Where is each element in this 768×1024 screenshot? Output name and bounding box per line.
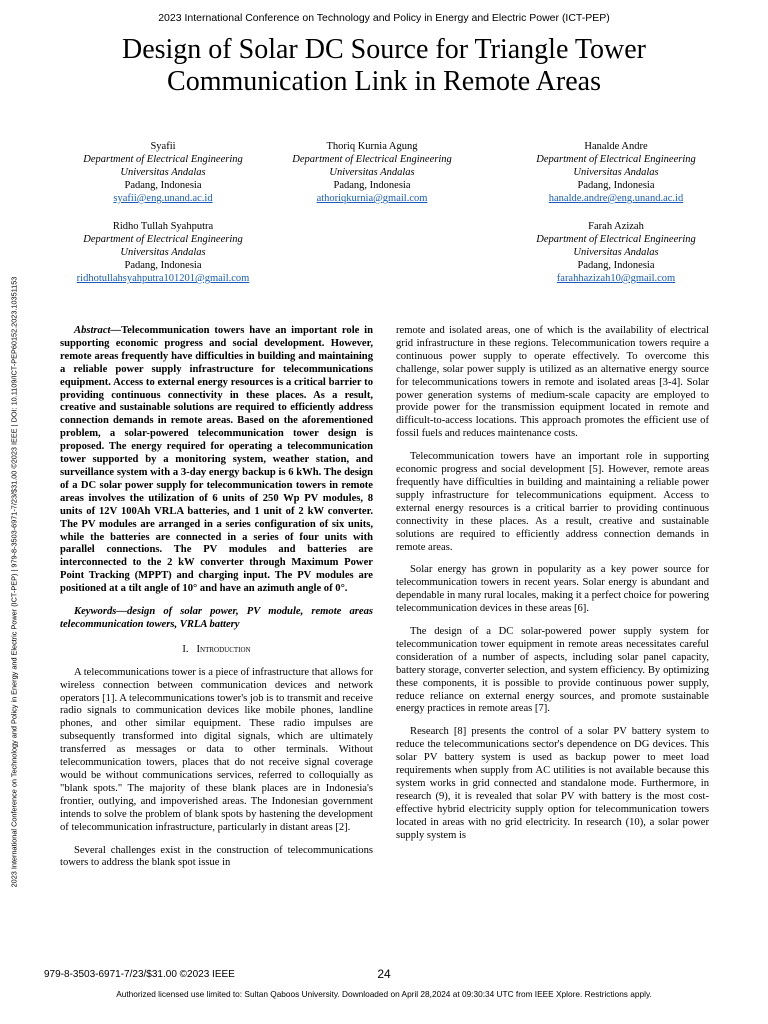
author-dept: Department of Electrical Engineering: [83, 154, 243, 165]
doi-sidebar-text: 2023 International Conference on Technology and Policy in Energy and Electric Power (ICT-PEP) | 979-8-3503-6971-7/23/$31.00 ©2023 IEEE | DOI: 10.1109/ICT-PEP60152.2023.10351153: [9, 276, 19, 888]
author-univ: Universitas Andalas: [573, 167, 659, 178]
author-name: Farah Azizah: [588, 221, 644, 232]
license-notice: Authorized licensed use limited to: Sultan Qaboos University. Downloaded on April 28,2024 at 09:30:34 UTC from IEEE Xplore. Restrictions apply.: [116, 989, 652, 999]
author-block: [38, 220, 288, 285]
abstract-lead: Abstract—: [74, 325, 122, 336]
author-name: Ridho Tullah Syahputra: [112, 221, 214, 232]
author-name: Syafii: [150, 141, 176, 152]
author-dept: Department of Electrical Engineering: [536, 154, 696, 165]
abstract-text: Telecommunication towers have an important role in supporting economic progress and social development. However, remote areas frequently have difficulties in building and maintaining a reliable power supply infrastructure for telecommunications equipment. Access to external energy resources is a critical barrier to providing continuous connectivity in these places. As a result, creative and sustainable solutions are required to efficiently address connection demands in remote areas. Based on the aforementioned problem, a solar-powered telecommunication tower design is proposed. The energy required for operating a telecommunication tower supported by a monitoring system, weather station, and surveillance system with a 3-day energy backup is 6 kWh. The design of a DC solar power supply for telecommunication towers in remote areas involves the utilization of 6 units of 250 Wp PV modules, 8 units of 12V 100Ah VRLA batteries, and 1 unit of 2 kW converter. The PV modules are arranged in a series configuration of six units, while the batteries are connected in a series of four units with parallel connections. The PV modules and batteries are interconnected to the 2 kW converter through Maximum Power Point Tracking (MPPT) and charging input. The PV modules are positioned at a tilt angle of 10° and have an azimuth angle of 0°.: [60, 325, 373, 595]
author-email-link[interactable]: farahhazizah10@gmail.com: [556, 273, 676, 284]
author-univ: Universitas Andalas: [573, 247, 659, 258]
doi-sidebar: [4, 212, 24, 952]
author-univ: Universitas Andalas: [120, 167, 206, 178]
title-line-1: Design of Solar DC Source for Triangle Tower: [121, 34, 646, 65]
author-city: Padang, Indonesia: [124, 180, 202, 191]
author-city: Padang, Indonesia: [124, 260, 202, 271]
author-city: Padang, Indonesia: [577, 180, 655, 191]
paragraph: remote and isolated areas, one of which is the availability of electrical grid infrastructure in these regions. Telecommunication towers require a continuous power supply to operate effectively. To overcome this challenge, solar power supply is utilized as an alternative energy source for telecommunications towers in remote and isolated areas [3-4]. Solar power generation systems of medium-scale capacity are employed to provide power for the transmission equipment located in remote and difficult-to-access locations. This approach promotes the efficient use of fossil fuels and reduces maintenance costs.: [396, 325, 709, 440]
section-heading: [60, 644, 373, 657]
section-title: Introduction: [196, 643, 251, 655]
author-email-link[interactable]: hanalde.andre@eng.unand.ac.id: [548, 193, 684, 204]
paragraph: Several challenges exist in the construction of telecommunications towers to address the blank spot issue in: [60, 844, 373, 869]
paragraph: A telecommunications tower is a piece of infrastructure that allows for wireless connection between communication devices and network operators [1]. A telecommunications tower's job is to transmit and receive radio signals to communication devices like mobile phones, landline phones, and other similar equipment. These radio impulses are subsequently transformed into digital signals, which are ultimately transferred as messages or data to other terminals. Without telecommunication towers, places that do not receive signal coverage would be without communications services, referred to colloquially as "blank spots." The majority of these blank places are in Indonesia's frontier, outlying, and impoverished areas. The Indonesian government intends to solve the problem of blank spots by hastening the development of telecommunication infrastructure, particularly in distant areas [2].: [60, 666, 373, 833]
paragraph: Telecommunication towers have an important role in supporting economic progress and social development [5]. However, remote areas frequently have difficulties in building and maintaining a reliable power supply infrastructure for telecommunications equipment. Access to external energy resources is a critical barrier to providing continuous connectivity in these places. As a result, creative and sustainable solutions are required to efficiently address connection demands in remote areas.: [396, 451, 709, 553]
author-email-link[interactable]: ridhotullahsyahputra101201@gmail.com: [76, 273, 250, 284]
author-univ: Universitas Andalas: [329, 167, 415, 178]
author-name: Thoriq Kurnia Agung: [326, 141, 418, 152]
author-city: Padang, Indonesia: [577, 260, 655, 271]
section-number: I.: [182, 643, 189, 655]
keywords: Keywords—design of solar power, PV module, remote areas telecommunication towers, VRLA battery: [60, 606, 373, 630]
paragraph: Research [8] presents the control of a solar PV battery system to reduce the telecommunications sector's dependence on DG devices. This solar PV battery system is used as backup power to meet load requirements when supply from AC utilities is not available because this system works in grid connected and standalone mode. Furthermore, in research (9), it is revealed that solar PV with battery is the most cost-effective hybrid electricity supply option for telecommunication towers located in areas with no grid electricity. In research (10), a solar power supply system is: [396, 726, 709, 841]
author-block: [501, 220, 731, 285]
author-dept: Department of Electrical Engineering: [536, 234, 696, 245]
left-column: [60, 325, 373, 870]
footer-isbn: 979-8-3503-6971-7/23/$31.00 ©2023 IEEE: [44, 969, 235, 980]
title-line-2: Communication Link in Remote Areas: [167, 66, 601, 97]
conference-header: 2023 International Conference on Technology and Policy in Energy and Electric Power (ICT-PEP): [158, 12, 610, 24]
author-dept: Department of Electrical Engineering: [292, 154, 452, 165]
author-block: [501, 140, 731, 205]
author-block: [48, 140, 278, 205]
paragraph: Solar energy has grown in popularity as a key power source for telecommunication towers in recent years. Solar energy is abundant and dependable in many rural locales, making it a perfect choice for powering telecommunication devices in these areas [6].: [396, 564, 709, 615]
paragraph: The design of a DC solar-powered power supply system for telecommunication tower equipment in remote areas necessitates careful consideration of a number of aspects, including solar panel capacity, battery storage, converter selection, and system efficiency. By optimizing these components, it is possible to provide continuous power supply, reduce reliance on external energy sources, and promote sustainable energy practices in remote areas [7].: [396, 626, 709, 715]
page-number: 24: [377, 967, 391, 981]
author-email-link[interactable]: syafii@eng.unand.ac.id: [113, 193, 213, 204]
paper-title: [40, 34, 728, 98]
author-name: Hanalde Andre: [584, 141, 648, 152]
author-city: Padang, Indonesia: [333, 180, 411, 191]
author-block: [257, 140, 487, 205]
author-univ: Universitas Andalas: [120, 247, 206, 258]
author-dept: Department of Electrical Engineering: [83, 234, 243, 245]
abstract: [60, 325, 373, 596]
right-column: [396, 325, 709, 843]
author-email-link[interactable]: athoriqkurnia@gmail.com: [316, 193, 428, 204]
